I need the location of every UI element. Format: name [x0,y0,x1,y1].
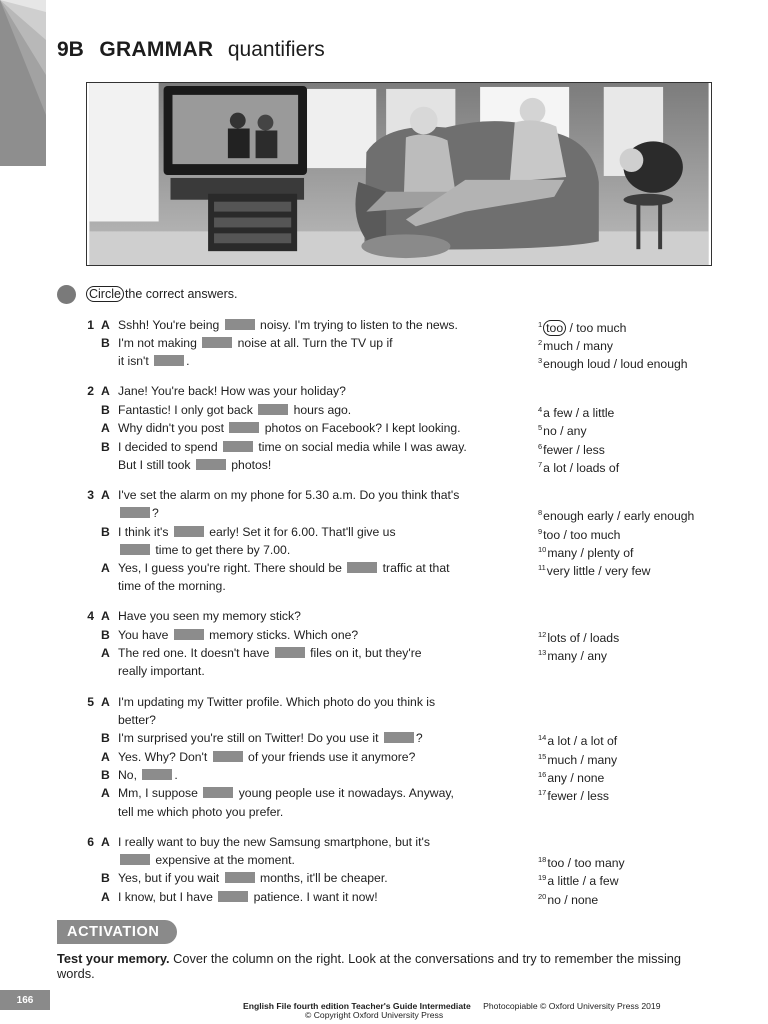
option-choice-b[interactable]: many [587,753,618,767]
option-choice-b[interactable]: too many [574,856,625,870]
option-number: 7 [538,460,543,469]
answer-option: $^{16}$any / none [538,770,605,785]
speaker-label: B [101,440,110,454]
dialogue-text: it isn't . [118,354,190,368]
exercise-number: 5 [87,695,94,709]
living-room-illustration [86,82,712,266]
answer-gap[interactable] [120,544,150,555]
section-title: GRAMMAR [99,38,214,61]
speaker-label: A [101,318,110,332]
answer-option: $^{15}$much / many [538,752,618,767]
option-choice-b[interactable]: early enough [623,509,695,523]
option-choice-a[interactable]: a lot [543,461,567,475]
answer-gap[interactable] [384,732,414,743]
option-choice-b[interactable]: loads of [576,461,620,475]
option-choice-a[interactable]: too [543,320,566,336]
option-number: 12 [538,630,547,639]
dialogue-text: Yes, but if you wait months, it'll be cheaper. [118,871,388,885]
dialogue-text: I'm not making noise at all. Turn the TV up if [118,336,393,350]
dialogue-text: I really want to buy the new Samsung smartphone, but it's [118,835,430,849]
dialogue-text: The red one. It doesn't have files on it, but they're [118,646,422,660]
answer-gap[interactable] [196,459,226,470]
dialogue-text: I know, but I have patience. I want it now! [118,890,378,904]
footer-title: English File fourth edition Teacher's Guide Intermediate [243,1001,471,1011]
answer-gap[interactable] [229,422,259,433]
activation-bold: Test your memory. [57,951,170,966]
option-choice-b[interactable]: less [587,789,610,803]
speaker-label: A [101,646,110,660]
answer-option: $^{19}$a little / a few [538,873,619,888]
answer-option: $^{17}$fewer / less [538,788,610,803]
instruction-circled-word: Circle [86,286,124,302]
option-number: 14 [538,733,547,742]
option-choice-b[interactable]: too much [570,528,621,542]
answer-option: $^8$enough early / early enough [538,508,695,523]
option-choice-b[interactable]: many [583,339,613,353]
option-number: 6 [538,442,543,451]
answer-gap[interactable] [275,647,305,658]
dialogue-text: Yes. Why? Don't of your friends use it anymore? [118,750,416,764]
exercise-number: 1 [87,318,94,332]
answer-option: $^4$a few / a little [538,405,615,420]
option-choice-b[interactable]: any [566,424,587,438]
option-choice-b[interactable]: a few [589,874,619,888]
answer-gap[interactable] [225,872,255,883]
option-number: 18 [538,855,547,864]
speaker-label: A [101,421,110,435]
dialogue-text: time to get there by 7.00. [118,543,290,557]
speaker-label: A [101,890,110,904]
option-number: 1 [538,320,543,329]
option-number: 9 [538,527,543,536]
option-choice-a[interactable]: lots of [547,631,580,645]
option-choice-b[interactable]: none [571,893,599,907]
speaker-label: B [101,871,110,885]
option-choice-b[interactable]: any [587,649,607,663]
option-choice-a[interactable]: many [547,546,578,560]
dialogue-text: tell me which photo you prefer. [118,805,284,819]
dialogue-text: You have memory sticks. Which one? [118,628,359,642]
page-header [57,38,325,62]
option-choice-a[interactable]: a few [543,406,573,420]
option-number: 15 [538,752,547,761]
dialogue-text: But I still took photos! [118,458,272,472]
dialogue-text: I decided to spend time on social media while I was away. [118,440,467,454]
option-choice-b[interactable]: plenty of [587,546,634,560]
answer-gap[interactable] [174,629,204,640]
answer-option: $^{10}$many / plenty of [538,545,634,560]
answer-option: $^9$too / too much [538,527,621,542]
answer-option: $^{12}$lots of / loads [538,630,620,645]
option-choice-a[interactable]: a little [547,874,580,888]
dialogue-text: Why didn't you post photos on Facebook? I kept looking. [118,421,461,435]
option-number: 5 [538,423,543,432]
option-choice-a[interactable]: too [547,856,565,870]
page-number: 166 [0,990,50,1010]
option-choice-b[interactable]: loads [590,631,620,645]
answer-gap[interactable] [347,562,377,573]
option-choice-b[interactable]: a little [582,406,615,420]
dialogue-text: expensive at the moment. [118,853,295,867]
dialogue-text: time of the morning. [118,579,226,593]
option-choice-a[interactable]: fewer [547,789,578,803]
option-choice-a[interactable]: any [547,771,567,785]
option-choice-a[interactable]: a lot [547,734,571,748]
answer-gap[interactable] [213,751,243,762]
dialogue-text: No, . [118,768,178,782]
answer-option: $^7$a lot / loads of [538,460,620,475]
option-number: 11 [538,563,546,572]
answer-gap[interactable] [142,769,172,780]
option-choice-a[interactable]: very little [546,564,595,578]
speaker-label: A [101,609,110,623]
answer-gap[interactable] [218,891,248,902]
option-choice-a[interactable]: too [543,528,561,542]
activation-heading: ACTIVATION [57,920,177,944]
option-choice-b[interactable]: loud enough [620,357,688,371]
exercise-number: 2 [87,384,94,398]
answer-option: $^1$ too / too much [538,320,627,335]
speaker-label: B [101,768,110,782]
speaker-label: A [101,835,110,849]
speaker-label: B [101,628,110,642]
footer-copyright: © Copyright Oxford University Press [305,1010,444,1020]
exercise-number: 4 [87,609,94,623]
exercise-number: 6 [87,835,94,849]
option-number: 2 [538,338,543,347]
dialogue-text: Jane! You're back! How was your holiday? [118,384,346,398]
dialogue-text: I'm updating my Twitter profile. Which photo do you think is [118,695,436,709]
speaker-label: A [101,750,110,764]
option-number: 13 [538,648,547,657]
answer-gap[interactable] [202,337,232,348]
answer-gap[interactable] [174,526,204,537]
activation-body: Cover the column on the right. Look at the conversations and try to remember the missing words. [57,951,682,981]
exercise-number: 3 [87,488,94,502]
dialogue-text: Fantastic! I only got back hours ago. [118,403,352,417]
dialogue-text: really important. [118,664,205,678]
option-number: 8 [538,508,543,517]
exercise-instruction [57,285,238,303]
answer-gap[interactable] [120,854,150,865]
option-choice-a[interactable]: no [543,424,557,438]
option-choice-b[interactable]: too much [576,321,627,335]
option-number: 19 [538,873,547,882]
option-choice-a[interactable]: many [547,649,578,663]
option-choice-a[interactable]: much [547,753,578,767]
lesson-code: 9B [57,38,84,61]
speaker-label: A [101,786,110,800]
option-choice-a[interactable]: enough loud [543,357,611,371]
speaker-label: A [101,488,110,502]
option-choice-a[interactable]: no [547,893,561,907]
answer-option: $^{20}$no / none [538,892,599,907]
exercise-bullet [57,285,76,304]
corner-decoration [0,0,46,166]
speaker-label: B [101,403,110,417]
speaker-label: A [101,695,110,709]
dialogue-text: I think it's early! Set it for 6.00. That'll give us [118,525,396,539]
option-number: 4 [538,405,543,414]
answer-option: $^{14}$a lot / a lot of [538,733,618,748]
dialogue-text: Sshh! You're being noisy. I'm trying to listen to the news. [118,318,458,332]
option-choice-a[interactable]: enough early [543,509,614,523]
dialogue-text: Mm, I suppose young people use it nowadays. Anyway, [118,786,454,800]
option-choice-b[interactable]: less [583,443,605,457]
option-number: 10 [538,545,547,554]
answer-gap[interactable] [225,319,255,330]
answer-gap[interactable] [154,355,184,366]
dialogue-text: Yes, I guess you're right. There should be traffic at that [118,561,450,575]
dialogue-text: I'm surprised you're still on Twitter! Do you use it ? [118,731,423,745]
option-choice-a[interactable]: much [543,339,573,353]
dialogue-text: Have you seen my memory stick? [118,609,301,623]
dialogue-text: better? [118,713,156,727]
option-number: 16 [538,770,547,779]
answer-option: $^3$enough loud / loud enough [538,356,688,371]
answer-option: $^2$much / many [538,338,613,353]
option-choice-a[interactable]: fewer [543,443,573,457]
answer-gap[interactable] [258,404,288,415]
option-number: 17 [538,788,547,797]
speaker-label: A [101,384,110,398]
speaker-label: B [101,731,110,745]
answer-gap[interactable] [203,787,233,798]
activation-text [57,951,717,981]
option-number: 20 [538,892,547,901]
answer-option: $^{13}$many / any [538,648,607,663]
option-choice-b[interactable]: a lot of [580,734,618,748]
answer-option: $^6$fewer / less [538,442,605,457]
speaker-label: A [101,561,110,575]
option-choice-b[interactable]: none [577,771,605,785]
answer-gap[interactable] [223,441,253,452]
speaker-label: B [101,336,110,350]
option-number: 3 [538,356,543,365]
answer-option: $^5$no / any [538,423,587,438]
answer-option: $^{18}$too / too many [538,855,625,870]
instruction-text: the correct answers. [124,287,238,301]
speaker-label: B [101,525,110,539]
answer-option: $^{11}$very little / very few [538,563,651,578]
dialogue-text: I've set the alarm on my phone for 5.30 a.m. Do you think that's [118,488,460,502]
answer-gap[interactable] [120,507,150,518]
footer-photocopiable: Photocopiable © Oxford University Press 2019 [483,1001,661,1011]
option-choice-b[interactable]: very few [605,564,651,578]
topic-title: quantifiers [227,38,325,61]
dialogue-text: ? [118,506,159,520]
